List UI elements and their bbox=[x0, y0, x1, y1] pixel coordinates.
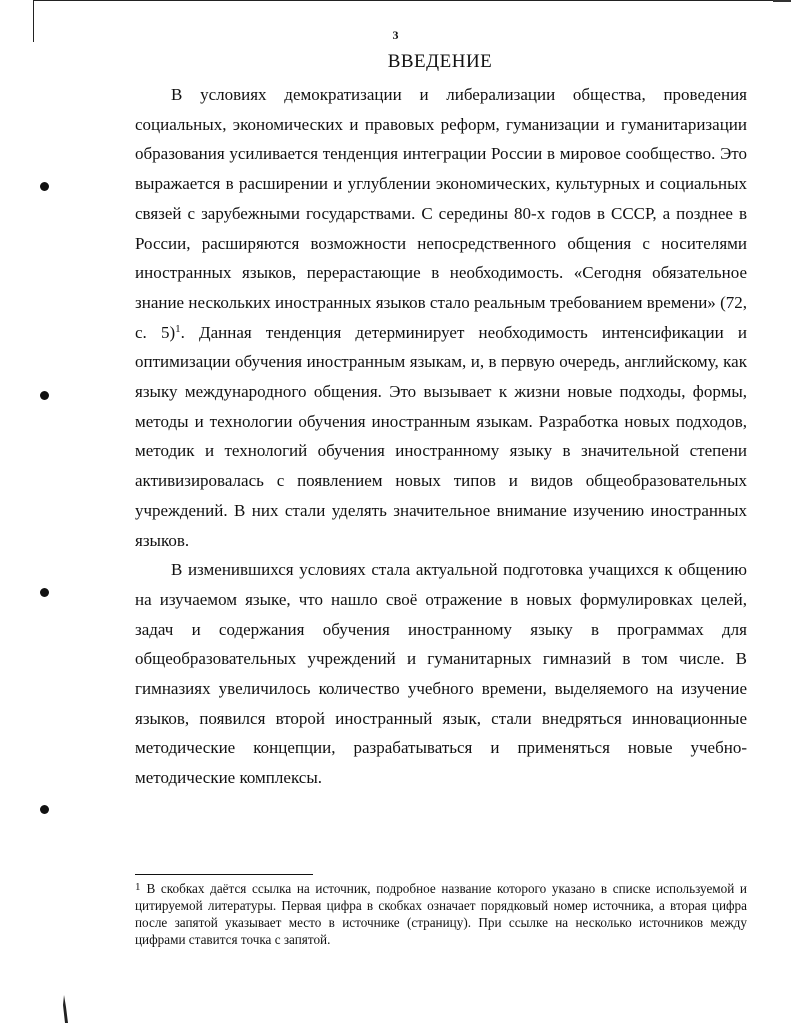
binding-hole-mark bbox=[40, 805, 49, 814]
binding-hole-mark bbox=[40, 182, 49, 191]
footnote bbox=[135, 880, 747, 948]
footnote-text: В скобках даётся ссылка на источник, подробное название которого указано в списке используемой и цитируемой литературы. Первая цифра в скобках означает порядковый номер источника, а вторая цифра после запятой указывает место в источнике (страницу). При ссылке на несколько источников между цифрами ставится точка с запятой. bbox=[135, 881, 747, 947]
paragraph-1-text: В условиях демократизации и либерализации общества, проведения социальных, экономических и правовых реформ, гуманизации и гуманитаризации образования усиливается тенденция интеграции России в мировое сообщество. Это выражается в расширении и углублении экономических, культурных и социальных связей с зарубежными государствами. С середины 80-х годов в СССР, а позднее в России, расширяются возможности непосредственного общения с носителями иностранных языков, перерастающие в необходимость. «Сегодня обязательное знание нескольких иностранных языков стало реальным требованием времени» (72, с. 5) bbox=[135, 85, 747, 342]
body-text bbox=[135, 80, 747, 793]
footnote-marker: 1 bbox=[135, 881, 141, 893]
footnote-reference: 1 bbox=[175, 322, 181, 335]
binding-hole-mark bbox=[40, 391, 49, 400]
paragraph-1-continuation: . Данная тенденция детерминирует необходимость интенсификации и оптимизации обучения иностранным языкам, и, в первую очередь, английскому, как языку международного общения. Это вызывает к жизни новые подходы, формы, методы и технологии обучения иностранным языкам. Разработка новых подходов, методик и технологий обучения иностранному языку в значительной степени активизировалась с появлением новых типов и видов общеобразовательных учреждений. В них стали уделять значительное внимание изучению иностранных языков. bbox=[135, 322, 747, 550]
page-number: 3 bbox=[392, 28, 399, 42]
paragraph-2: В изменившихся условиях стала актуальной подготовка учащихся к общению на изучаемом языке, что нашло своё отражение в новых формулировках целей, задач и содержания обучения иностранному языку в программах для общеобразовательных учреждений и гуманитарных гимназий в том числе. В гимназиях увеличилось количество учебного времени, выделяемого на изучение языков, появился второй иностранный язык, стали внедряться инновационные методические концепции, разрабатываться и применяться новые учебно-методические комплексы. bbox=[135, 560, 747, 788]
page-title: ВВЕДЕНИЕ bbox=[387, 51, 493, 72]
scan-corner-mark bbox=[773, 0, 791, 2]
scan-artifact-mark bbox=[62, 995, 70, 1023]
binding-hole-mark bbox=[40, 588, 49, 597]
footnote-separator bbox=[135, 874, 313, 875]
paragraph-1 bbox=[135, 80, 747, 555]
page-top-border bbox=[34, 0, 779, 4]
